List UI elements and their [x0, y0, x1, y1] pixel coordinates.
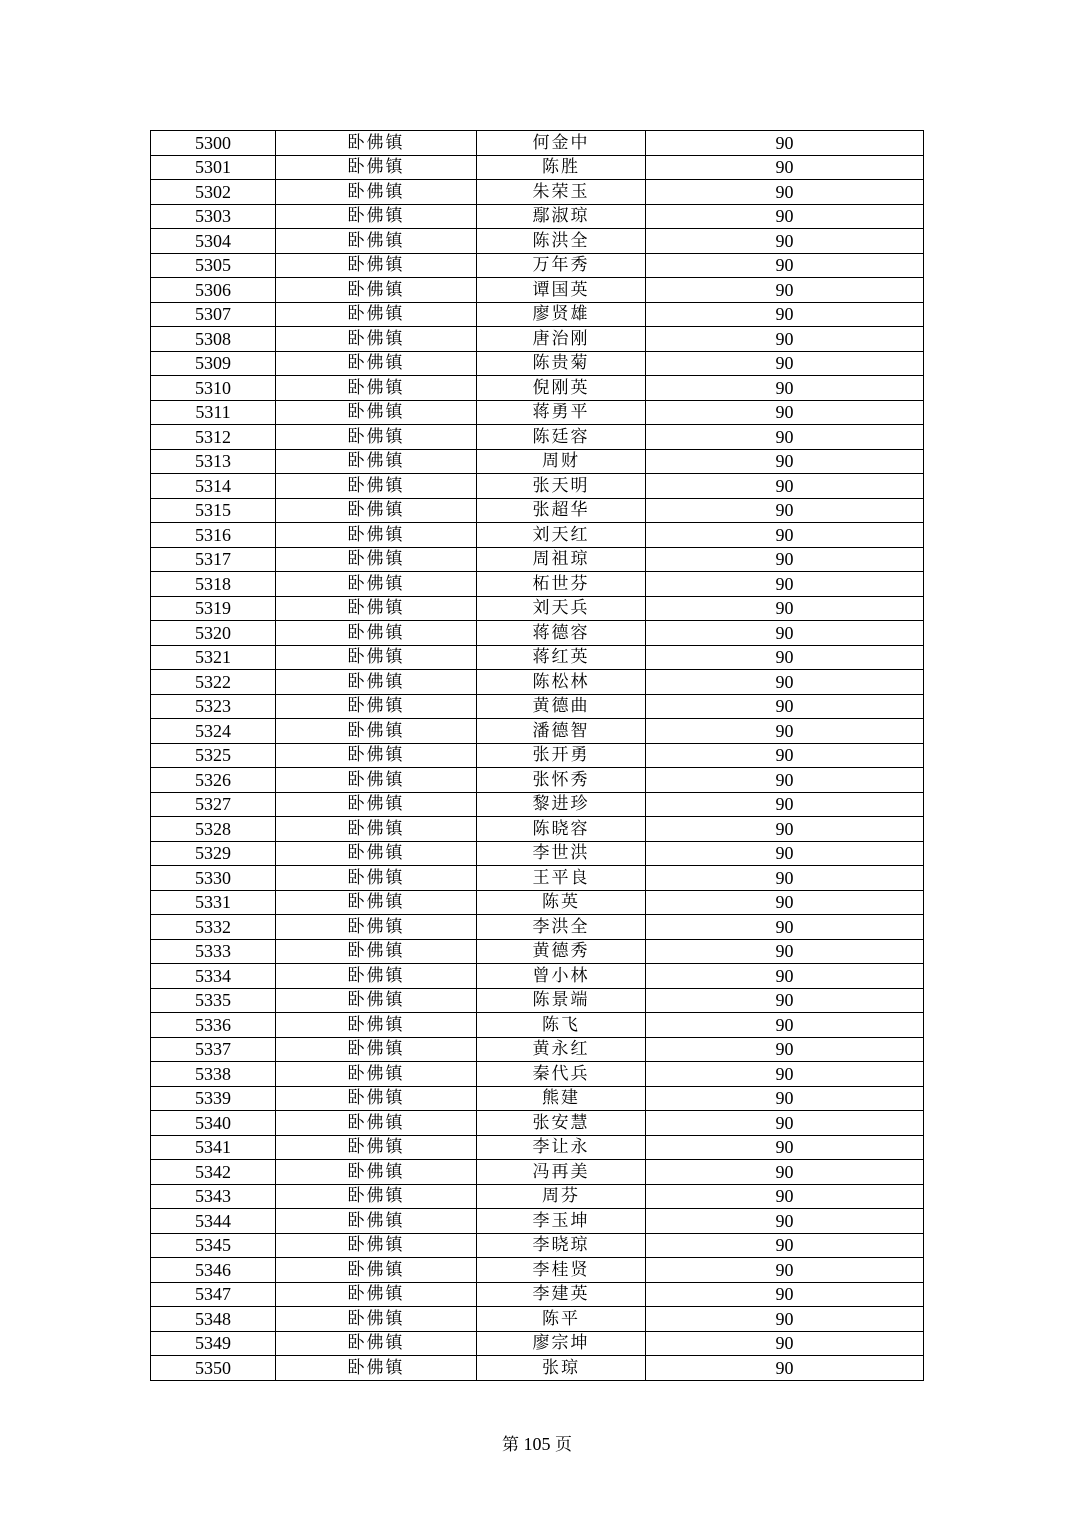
amount-cell: 90: [646, 866, 924, 891]
amount-cell: 90: [646, 523, 924, 548]
table-row: [151, 964, 924, 989]
amount-cell: 90: [646, 498, 924, 523]
table-row: [151, 1282, 924, 1307]
town-cell: 卧佛镇: [276, 1037, 477, 1062]
town-cell: 卧佛镇: [276, 792, 477, 817]
table-row: [151, 204, 924, 229]
amount-cell: 90: [646, 449, 924, 474]
serial-number-cell: 5326: [151, 768, 276, 793]
town-cell: 卧佛镇: [276, 768, 477, 793]
name-cell: 蒋勇平: [477, 400, 646, 425]
serial-number-cell: 5316: [151, 523, 276, 548]
name-cell: 王平良: [477, 866, 646, 891]
serial-number-cell: 5325: [151, 743, 276, 768]
town-cell: 卧佛镇: [276, 155, 477, 180]
table-row: [151, 1111, 924, 1136]
amount-cell: 90: [646, 596, 924, 621]
town-cell: 卧佛镇: [276, 670, 477, 695]
serial-number-cell: 5345: [151, 1233, 276, 1258]
table-row: [151, 155, 924, 180]
amount-cell: 90: [646, 1111, 924, 1136]
amount-cell: 90: [646, 1062, 924, 1087]
table-row: [151, 1209, 924, 1234]
serial-number-cell: 5348: [151, 1307, 276, 1332]
table-row: [151, 1307, 924, 1332]
name-cell: 周祖琼: [477, 547, 646, 572]
town-cell: 卧佛镇: [276, 180, 477, 205]
table-row: [151, 1135, 924, 1160]
town-cell: 卧佛镇: [276, 596, 477, 621]
table-row: [151, 621, 924, 646]
table-row: [151, 278, 924, 303]
amount-cell: 90: [646, 645, 924, 670]
town-cell: 卧佛镇: [276, 351, 477, 376]
table-row: [151, 302, 924, 327]
amount-cell: 90: [646, 547, 924, 572]
name-cell: 陈胜: [477, 155, 646, 180]
town-cell: 卧佛镇: [276, 229, 477, 254]
amount-cell: 90: [646, 1209, 924, 1234]
town-cell: 卧佛镇: [276, 939, 477, 964]
table-body: [151, 131, 924, 1381]
amount-cell: 90: [646, 229, 924, 254]
page-footer: [0, 1430, 1074, 1455]
serial-number-cell: 5303: [151, 204, 276, 229]
table-row: [151, 645, 924, 670]
serial-number-cell: 5343: [151, 1184, 276, 1209]
name-cell: 廖宗坤: [477, 1331, 646, 1356]
amount-cell: 90: [646, 792, 924, 817]
name-cell: 黄德秀: [477, 939, 646, 964]
table-row: [151, 1013, 924, 1038]
name-cell: 李世洪: [477, 841, 646, 866]
serial-number-cell: 5323: [151, 694, 276, 719]
name-cell: 张超华: [477, 498, 646, 523]
serial-number-cell: 5331: [151, 890, 276, 915]
serial-number-cell: 5321: [151, 645, 276, 670]
amount-cell: 90: [646, 572, 924, 597]
amount-cell: 90: [646, 474, 924, 499]
name-cell: 蒋红英: [477, 645, 646, 670]
amount-cell: 90: [646, 1331, 924, 1356]
name-cell: 陈廷容: [477, 425, 646, 450]
serial-number-cell: 5308: [151, 327, 276, 352]
amount-cell: 90: [646, 719, 924, 744]
table-row: [151, 743, 924, 768]
amount-cell: 90: [646, 131, 924, 156]
town-cell: 卧佛镇: [276, 841, 477, 866]
amount-cell: 90: [646, 1356, 924, 1381]
serial-number-cell: 5314: [151, 474, 276, 499]
amount-cell: 90: [646, 351, 924, 376]
table-row: [151, 547, 924, 572]
name-cell: 秦代兵: [477, 1062, 646, 1087]
name-cell: 廖贤雄: [477, 302, 646, 327]
name-cell: 蒋德容: [477, 621, 646, 646]
table-row: [151, 327, 924, 352]
town-cell: 卧佛镇: [276, 1233, 477, 1258]
serial-number-cell: 5329: [151, 841, 276, 866]
serial-number-cell: 5313: [151, 449, 276, 474]
amount-cell: 90: [646, 1258, 924, 1283]
town-cell: 卧佛镇: [276, 1086, 477, 1111]
town-cell: 卧佛镇: [276, 915, 477, 940]
amount-cell: 90: [646, 939, 924, 964]
amount-cell: 90: [646, 1307, 924, 1332]
table-row: [151, 229, 924, 254]
serial-number-cell: 5342: [151, 1160, 276, 1185]
amount-cell: 90: [646, 278, 924, 303]
town-cell: 卧佛镇: [276, 1258, 477, 1283]
town-cell: 卧佛镇: [276, 400, 477, 425]
amount-cell: 90: [646, 1135, 924, 1160]
name-cell: 刘天兵: [477, 596, 646, 621]
amount-cell: 90: [646, 400, 924, 425]
amount-cell: 90: [646, 1013, 924, 1038]
serial-number-cell: 5330: [151, 866, 276, 891]
amount-cell: 90: [646, 1037, 924, 1062]
amount-cell: 90: [646, 376, 924, 401]
amount-cell: 90: [646, 964, 924, 989]
table-row: [151, 694, 924, 719]
amount-cell: 90: [646, 180, 924, 205]
table-row: [151, 1062, 924, 1087]
table-row: [151, 866, 924, 891]
amount-cell: 90: [646, 915, 924, 940]
town-cell: 卧佛镇: [276, 523, 477, 548]
town-cell: 卧佛镇: [276, 376, 477, 401]
serial-number-cell: 5309: [151, 351, 276, 376]
amount-cell: 90: [646, 1184, 924, 1209]
name-cell: 张安慧: [477, 1111, 646, 1136]
name-cell: 朱荣玉: [477, 180, 646, 205]
name-cell: 柘世芬: [477, 572, 646, 597]
name-cell: 陈英: [477, 890, 646, 915]
serial-number-cell: 5346: [151, 1258, 276, 1283]
serial-number-cell: 5337: [151, 1037, 276, 1062]
serial-number-cell: 5304: [151, 229, 276, 254]
town-cell: 卧佛镇: [276, 988, 477, 1013]
name-cell: 陈洪全: [477, 229, 646, 254]
serial-number-cell: 5336: [151, 1013, 276, 1038]
town-cell: 卧佛镇: [276, 621, 477, 646]
serial-number-cell: 5335: [151, 988, 276, 1013]
table-row: [151, 1086, 924, 1111]
town-cell: 卧佛镇: [276, 572, 477, 597]
serial-number-cell: 5333: [151, 939, 276, 964]
town-cell: 卧佛镇: [276, 425, 477, 450]
serial-number-cell: 5339: [151, 1086, 276, 1111]
name-cell: 陈贵菊: [477, 351, 646, 376]
serial-number-cell: 5344: [151, 1209, 276, 1234]
table-row: [151, 792, 924, 817]
name-cell: 何金中: [477, 131, 646, 156]
serial-number-cell: 5317: [151, 547, 276, 572]
table-row: [151, 1258, 924, 1283]
town-cell: 卧佛镇: [276, 1184, 477, 1209]
table-row: [151, 400, 924, 425]
table-row: [151, 915, 924, 940]
serial-number-cell: 5300: [151, 131, 276, 156]
name-cell: 张怀秀: [477, 768, 646, 793]
page-number: 105: [523, 1434, 551, 1454]
amount-cell: 90: [646, 621, 924, 646]
serial-number-cell: 5340: [151, 1111, 276, 1136]
town-cell: 卧佛镇: [276, 474, 477, 499]
serial-number-cell: 5302: [151, 180, 276, 205]
name-cell: 黄永红: [477, 1037, 646, 1062]
amount-cell: 90: [646, 302, 924, 327]
name-cell: 万年秀: [477, 253, 646, 278]
town-cell: 卧佛镇: [276, 817, 477, 842]
table-row: [151, 1331, 924, 1356]
table-row: [151, 1356, 924, 1381]
serial-number-cell: 5332: [151, 915, 276, 940]
town-cell: 卧佛镇: [276, 1356, 477, 1381]
amount-cell: 90: [646, 1233, 924, 1258]
amount-cell: 90: [646, 841, 924, 866]
serial-number-cell: 5334: [151, 964, 276, 989]
serial-number-cell: 5322: [151, 670, 276, 695]
town-cell: 卧佛镇: [276, 253, 477, 278]
name-cell: 潘德智: [477, 719, 646, 744]
name-cell: 李玉坤: [477, 1209, 646, 1234]
town-cell: 卧佛镇: [276, 278, 477, 303]
serial-number-cell: 5307: [151, 302, 276, 327]
serial-number-cell: 5315: [151, 498, 276, 523]
amount-cell: 90: [646, 890, 924, 915]
table-row: [151, 939, 924, 964]
town-cell: 卧佛镇: [276, 327, 477, 352]
table-row: [151, 376, 924, 401]
serial-number-cell: 5350: [151, 1356, 276, 1381]
amount-cell: 90: [646, 743, 924, 768]
table-row: [151, 572, 924, 597]
serial-number-cell: 5328: [151, 817, 276, 842]
name-cell: 李晓琼: [477, 1233, 646, 1258]
town-cell: 卧佛镇: [276, 131, 477, 156]
name-cell: 刘天红: [477, 523, 646, 548]
town-cell: 卧佛镇: [276, 1013, 477, 1038]
beneficiary-table: [150, 130, 924, 1381]
serial-number-cell: 5310: [151, 376, 276, 401]
town-cell: 卧佛镇: [276, 719, 477, 744]
amount-cell: 90: [646, 1160, 924, 1185]
name-cell: 曾小林: [477, 964, 646, 989]
name-cell: 黎进珍: [477, 792, 646, 817]
table-row: [151, 523, 924, 548]
serial-number-cell: 5301: [151, 155, 276, 180]
town-cell: 卧佛镇: [276, 694, 477, 719]
town-cell: 卧佛镇: [276, 1307, 477, 1332]
amount-cell: 90: [646, 817, 924, 842]
serial-number-cell: 5347: [151, 1282, 276, 1307]
serial-number-cell: 5318: [151, 572, 276, 597]
town-cell: 卧佛镇: [276, 1062, 477, 1087]
serial-number-cell: 5306: [151, 278, 276, 303]
table-row: [151, 1233, 924, 1258]
name-cell: 陈松林: [477, 670, 646, 695]
town-cell: 卧佛镇: [276, 890, 477, 915]
serial-number-cell: 5349: [151, 1331, 276, 1356]
name-cell: 张开勇: [477, 743, 646, 768]
amount-cell: 90: [646, 327, 924, 352]
name-cell: 李桂贤: [477, 1258, 646, 1283]
table-row: [151, 425, 924, 450]
town-cell: 卧佛镇: [276, 302, 477, 327]
name-cell: 陈景端: [477, 988, 646, 1013]
town-cell: 卧佛镇: [276, 1111, 477, 1136]
table-row: [151, 253, 924, 278]
table-row: [151, 596, 924, 621]
table-row: [151, 670, 924, 695]
table-row: [151, 768, 924, 793]
table-row: [151, 988, 924, 1013]
town-cell: 卧佛镇: [276, 547, 477, 572]
table-row: [151, 474, 924, 499]
name-cell: 鄢淑琼: [477, 204, 646, 229]
name-cell: 李洪全: [477, 915, 646, 940]
name-cell: 周财: [477, 449, 646, 474]
table-row: [151, 131, 924, 156]
table-row: [151, 180, 924, 205]
name-cell: 唐治刚: [477, 327, 646, 352]
table-row: [151, 841, 924, 866]
table-row: [151, 817, 924, 842]
table-row: [151, 449, 924, 474]
town-cell: 卧佛镇: [276, 1135, 477, 1160]
page-suffix: 页: [555, 1435, 572, 1455]
amount-cell: 90: [646, 670, 924, 695]
name-cell: 陈平: [477, 1307, 646, 1332]
amount-cell: 90: [646, 204, 924, 229]
serial-number-cell: 5327: [151, 792, 276, 817]
name-cell: 陈飞: [477, 1013, 646, 1038]
name-cell: 李让永: [477, 1135, 646, 1160]
town-cell: 卧佛镇: [276, 1160, 477, 1185]
name-cell: 黄德曲: [477, 694, 646, 719]
name-cell: 陈晓容: [477, 817, 646, 842]
name-cell: 周芬: [477, 1184, 646, 1209]
serial-number-cell: 5305: [151, 253, 276, 278]
table-row: [151, 1184, 924, 1209]
serial-number-cell: 5320: [151, 621, 276, 646]
amount-cell: 90: [646, 425, 924, 450]
town-cell: 卧佛镇: [276, 743, 477, 768]
town-cell: 卧佛镇: [276, 498, 477, 523]
table-row: [151, 890, 924, 915]
serial-number-cell: 5338: [151, 1062, 276, 1087]
town-cell: 卧佛镇: [276, 449, 477, 474]
name-cell: 谭国英: [477, 278, 646, 303]
serial-number-cell: 5324: [151, 719, 276, 744]
table-row: [151, 351, 924, 376]
table-row: [151, 719, 924, 744]
amount-cell: 90: [646, 1086, 924, 1111]
amount-cell: 90: [646, 768, 924, 793]
amount-cell: 90: [646, 253, 924, 278]
town-cell: 卧佛镇: [276, 866, 477, 891]
table-row: [151, 1037, 924, 1062]
name-cell: 张天明: [477, 474, 646, 499]
name-cell: 熊建: [477, 1086, 646, 1111]
serial-number-cell: 5311: [151, 400, 276, 425]
town-cell: 卧佛镇: [276, 964, 477, 989]
town-cell: 卧佛镇: [276, 645, 477, 670]
amount-cell: 90: [646, 988, 924, 1013]
amount-cell: 90: [646, 1282, 924, 1307]
name-cell: 李建英: [477, 1282, 646, 1307]
town-cell: 卧佛镇: [276, 1331, 477, 1356]
page-prefix: 第: [502, 1435, 519, 1455]
town-cell: 卧佛镇: [276, 1209, 477, 1234]
table-row: [151, 498, 924, 523]
table-row: [151, 1160, 924, 1185]
amount-cell: 90: [646, 155, 924, 180]
amount-cell: 90: [646, 694, 924, 719]
town-cell: 卧佛镇: [276, 204, 477, 229]
town-cell: 卧佛镇: [276, 1282, 477, 1307]
name-cell: 倪刚英: [477, 376, 646, 401]
name-cell: 张琼: [477, 1356, 646, 1381]
serial-number-cell: 5312: [151, 425, 276, 450]
name-cell: 冯再美: [477, 1160, 646, 1185]
serial-number-cell: 5319: [151, 596, 276, 621]
serial-number-cell: 5341: [151, 1135, 276, 1160]
